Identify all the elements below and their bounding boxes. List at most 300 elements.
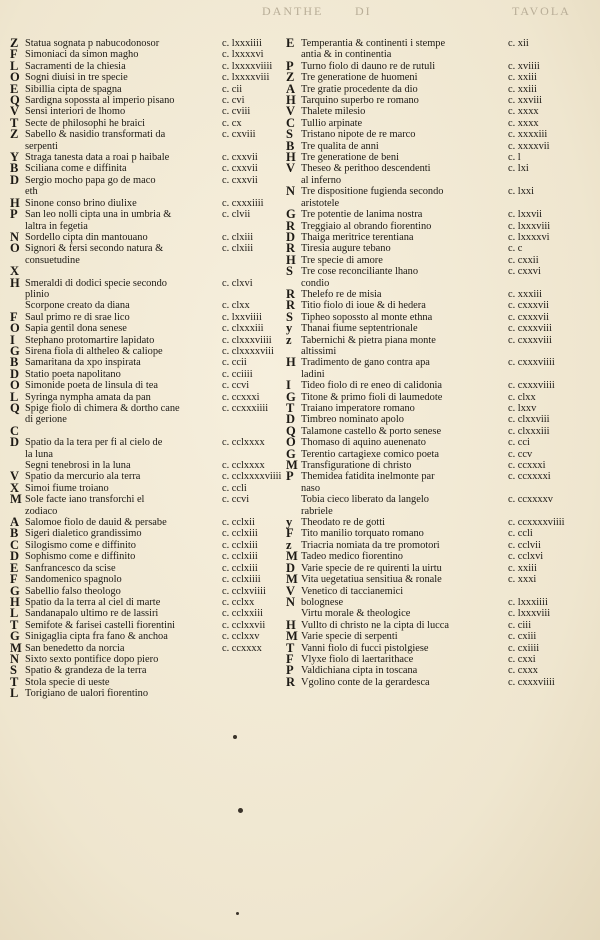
entry-title: Samaritana da xpo inspirata (25, 357, 141, 369)
entry-title: Theseo & perithoo descendenti al inferno (301, 163, 431, 186)
signature-letter: D (10, 549, 20, 564)
folio-reference: c. cci (508, 437, 530, 449)
index-entry (286, 266, 586, 289)
signature-letter: D (286, 229, 296, 244)
index-entry (10, 651, 288, 666)
signature-letter: H (286, 252, 296, 267)
signature-letter: y (286, 321, 293, 336)
entry-title: Tradimento de gano contra apa ladini (301, 357, 430, 380)
folio-reference: c. clxxxxviii (222, 345, 274, 357)
folio-reference: c. lxxvii (508, 209, 543, 221)
signature-letter: E (10, 560, 19, 575)
entry-title: Titio fiolo di ioue & di hedera (301, 300, 426, 312)
entry-title: Tiresia augure tebano (301, 243, 391, 255)
entry-title: Tideo fiolo di re eneo di calidonia (301, 380, 443, 392)
index-entry (10, 332, 288, 347)
signature-letter: z (286, 537, 292, 552)
signature-letter: O (286, 435, 296, 450)
signature-letter: D (10, 366, 20, 381)
index-column-left (10, 38, 288, 700)
index-entry (286, 403, 586, 414)
folio-reference: c. clxvi (222, 277, 253, 289)
signature-letter: T (10, 115, 19, 130)
folio-reference: c. ccli (222, 482, 247, 494)
folio-reference: c. lxxi (508, 186, 534, 198)
folio-reference: c. cclxiii (222, 539, 258, 551)
index-entry (286, 414, 586, 425)
folio-reference: c. lxxv (508, 403, 537, 414)
entry-title: Sordello cipta din mantouano (25, 231, 148, 243)
folio-reference: c. cxxxviii (508, 334, 552, 346)
entry-title: Sinone conso brino diulixe (25, 197, 137, 209)
entry-title: Treggiaio al obrando fiorentino (301, 220, 432, 232)
index-entry (10, 81, 288, 96)
index-entry (286, 209, 586, 220)
index-entry (10, 617, 288, 632)
entry-title: Sibillia cipta de spagna (25, 83, 122, 95)
entry-title: Thalete milesio (301, 106, 366, 118)
index-entry (286, 218, 586, 233)
folio-reference: c. cclxviiii (222, 585, 266, 597)
signature-letter: G (10, 629, 20, 644)
folio-reference: c. ccxxxxv (508, 494, 554, 506)
signature-letter: H (10, 195, 20, 210)
signature-letter: G (10, 583, 20, 598)
index-entry (286, 537, 586, 552)
signature-letter: M (10, 640, 22, 655)
folio-reference: c. xxxx (508, 106, 539, 118)
entry-title: Statua sognata p nabucodonosor (25, 38, 160, 49)
folio-reference: c. clxxviii (508, 414, 550, 426)
index-entry (10, 72, 288, 83)
index-entry (10, 343, 288, 358)
folio-reference: c. lxxxviii (508, 608, 551, 620)
signature-letter: C (286, 115, 296, 130)
signature-letter: N (286, 594, 296, 609)
folio-reference: c. cclxiii (222, 551, 258, 563)
signature-letter: H (286, 617, 296, 632)
signature-letter: Q (286, 423, 296, 438)
signature-letter: T (286, 401, 295, 415)
folio-reference: c. cxviii (222, 129, 256, 141)
entry-title: Sabello & nasidio transformati da serpenti (25, 129, 166, 152)
signature-letter: O (10, 378, 20, 393)
entry-title: Tre gratie procedente da dio (301, 83, 418, 95)
entry-title: Sirena fiola di altheleo & caliope (25, 345, 163, 357)
folio-reference: c. ccvi (222, 494, 250, 506)
signature-letter: H (10, 275, 20, 290)
signature-letter: I (10, 332, 15, 347)
running-head-left: DANTHE (262, 4, 324, 18)
index-entry (10, 403, 288, 426)
signature-letter: V (286, 104, 296, 119)
running-head-right: TAVOLA (512, 4, 571, 18)
entry-title: Sandomenico spagnolo (25, 574, 122, 586)
index-entry (286, 323, 586, 334)
folio-reference: c. ccii (222, 357, 247, 369)
index-entry (10, 129, 288, 152)
index-entry (286, 186, 586, 209)
folio-reference: c. ccv (508, 448, 533, 460)
signature-letter: P (286, 58, 294, 73)
entry-title: Temperantia & continenti i stempe antia & in continentia (301, 38, 446, 61)
index-entry (286, 243, 586, 254)
entry-title: Torigiano de ualori fiorentino (25, 688, 149, 700)
entry-title: bolognese (301, 596, 344, 608)
running-head-middle: DI (355, 4, 372, 18)
index-entry (10, 58, 288, 73)
index-entry (10, 380, 288, 391)
entry-title: Virtu morale & theologice (301, 608, 411, 620)
index-entry (286, 528, 586, 539)
signature-letter: H (286, 150, 296, 165)
folio-reference: c. xxxx (508, 117, 539, 129)
folio-reference: c. cxxxviiii (508, 380, 555, 392)
folio-reference: c. ccxxxx (222, 642, 262, 654)
signature-letter: D (286, 412, 296, 427)
index-entry (286, 651, 586, 666)
index-entry (286, 286, 586, 301)
entry-title: Sensi interiori de lhomo (25, 106, 126, 118)
folio-reference: c. cciiii (222, 368, 253, 380)
entry-title: Syringa nympha amata da pan (25, 391, 151, 403)
entry-title: Traiano imperatore romano (301, 403, 415, 414)
entry-title: Vgolino conte de la gerardesca (301, 676, 430, 688)
index-entry (10, 366, 288, 381)
signature-letter: L (10, 686, 19, 701)
folio-reference: c. cxxxiiii (222, 197, 264, 209)
index-entry (286, 594, 586, 609)
index-entry (286, 380, 586, 391)
signature-letter: P (286, 663, 294, 678)
entry-title: Tadeo medico fiorentino (301, 551, 403, 563)
folio-reference: c. cclxiiii (222, 574, 261, 586)
index-entry (286, 665, 586, 676)
signature-letter: y (286, 515, 293, 530)
entry-title: Tre qualita de anni (301, 140, 379, 152)
entry-title: San benedetto da norcia (25, 642, 125, 654)
entry-title: Segni tenebrosi in la luna (25, 460, 131, 472)
folio-reference: c. clvii (222, 209, 251, 221)
signature-letter: S (286, 264, 293, 279)
signature-letter: L (10, 58, 19, 73)
index-entry (10, 115, 288, 130)
entry-title: Sardigna sopossta al imperio pisano (25, 95, 175, 107)
entry-title: Sergio mocho papa go de maco eth (25, 174, 156, 198)
index-entry (10, 528, 288, 539)
entry-title: San leo nolli cipta una in umbria & laltra in fegetia (25, 209, 172, 232)
entry-title: Spige fiolo di chimera & dortho cane di gerione (25, 403, 180, 426)
entry-title: Spatio da mercurio ala terra (25, 471, 141, 483)
folio-reference: c. lxxxiiii (222, 38, 262, 49)
index-entry (286, 72, 586, 83)
signature-letter: L (10, 606, 19, 621)
signature-letter: G (286, 446, 296, 461)
folio-reference: c. l (508, 152, 521, 164)
entry-title: Tre generatione de huomeni (301, 72, 418, 84)
folio-reference: c. cxiiii (508, 642, 540, 654)
folio-reference: c. cxxvi (508, 266, 541, 278)
index-entry (286, 460, 586, 471)
entry-title: Sinigaglia cipta fra fano & anchoa (25, 631, 168, 643)
folio-reference: c. xxviii (508, 95, 543, 107)
signature-letter: Z (286, 70, 295, 85)
folio-reference: c. ccxxxxviiii (508, 517, 565, 529)
signature-letter: H (10, 594, 20, 609)
entry-title: Titone & primo fioli di laumedote (301, 391, 443, 403)
entry-title: Stola specie di ueste (25, 676, 110, 688)
folio-reference: c. cxxxvii (508, 311, 549, 323)
ink-dot (233, 735, 237, 739)
entry-title: Sogni diuisi in tre specie (25, 72, 128, 84)
folio-reference: c. lxxxxviiii (222, 60, 273, 72)
folio-reference: c. cclxxxxviiii (222, 471, 282, 483)
index-entry (286, 574, 586, 585)
entry-title: Sapia gentil dona senese (25, 323, 127, 335)
folio-reference: c. cxxvii (222, 163, 258, 175)
index-entry (286, 560, 586, 575)
index-entry (286, 300, 586, 311)
folio-reference: c. cclxxiii (222, 608, 263, 620)
index-entry (10, 665, 288, 676)
signature-letter: R (286, 674, 296, 689)
signature-letter: B (10, 161, 19, 176)
folio-reference: c. lxi (508, 163, 529, 175)
folio-reference: c. xxiii (508, 72, 537, 84)
index-entry (10, 163, 288, 174)
index-entry (10, 152, 288, 163)
entry-title: Secte de philosophi he braici (25, 117, 146, 129)
folio-reference: c. xii (508, 38, 529, 49)
signature-letter: S (286, 309, 293, 324)
entry-title: Simonide poeta de linsula di tea (25, 380, 159, 392)
entry-title: Tobia cieco liberato da langelo rabriele (301, 494, 429, 517)
entry-title: Signori & fersi secondo natura & consuetudine (25, 243, 164, 266)
entry-title: Thaiga meritrice terentiana (301, 231, 414, 243)
index-entry (10, 594, 288, 609)
index-entry (286, 631, 586, 642)
folio-reference: c. ciii (508, 619, 532, 631)
entry-title: Varie specie de re quirenti la uirtu (301, 562, 442, 574)
entry-title: Venetico di taccianemici (301, 585, 404, 597)
folio-reference: c. cxiii (508, 631, 537, 643)
signature-letter: P (10, 207, 18, 222)
entry-title: Salomoe fiolo de dauid & persabe (25, 517, 167, 529)
index-entry (10, 437, 288, 460)
signature-letter: B (10, 526, 19, 541)
index-entry (10, 389, 288, 404)
signature-letter: F (10, 47, 18, 62)
folio-reference: c. cclxvi (508, 551, 544, 563)
index-entry (286, 471, 586, 494)
signature-letter: H (286, 93, 296, 108)
folio-reference: c. ccxxxiiii (222, 403, 269, 414)
index-entry (10, 309, 288, 324)
folio-reference: c. cclxxxx (222, 460, 265, 472)
signature-letter: D (286, 560, 296, 575)
index-entry (286, 309, 586, 324)
index-entry (10, 517, 288, 528)
signature-letter: A (10, 515, 20, 530)
signature-letter: M (10, 492, 22, 507)
folio-reference: c. lxxviiii (222, 311, 262, 323)
index-entry (10, 275, 288, 301)
index-entry (10, 323, 288, 334)
index-entry (286, 81, 586, 96)
signature-letter: C (10, 537, 20, 552)
entry-title: Theodato re de gotti (301, 517, 385, 529)
signature-letter: X (10, 264, 20, 279)
entry-title: Thanai fiume septentrionale (301, 323, 418, 335)
index-entry (10, 608, 288, 619)
folio-reference: c. cxxii (508, 254, 539, 266)
entry-title: Sophismo come e diffinito (25, 551, 136, 563)
entry-title: Vlyxe fiolo di laertarithace (301, 653, 414, 665)
entry-title: Sciliana come e diffinita (25, 163, 127, 175)
folio-reference: c. lxxxxvi (508, 231, 550, 243)
folio-reference: c. cii (222, 83, 243, 95)
entry-title: Semifote & farisei castelli fiorentini (25, 619, 176, 631)
entry-title: Triacria nomiata da tre promotori (301, 539, 440, 551)
folio-reference: c. clxx (508, 391, 536, 403)
signature-letter: O (10, 321, 20, 336)
entry-title: Sabellio falso theologo (25, 585, 121, 597)
entry-title: Sigeri dialetico grandissimo (25, 528, 142, 540)
folio-reference: c. cclxii (222, 517, 255, 529)
index-entry (10, 266, 288, 277)
index-entry (286, 38, 586, 61)
entry-title: Tristano nipote de re marco (301, 129, 416, 141)
entry-title: Sacramenti de la chiesia (25, 60, 126, 72)
folio-reference: c. cclvii (508, 539, 541, 551)
entry-title: Smeraldi di dodici specie secondo plinio (25, 277, 167, 300)
index-entry (10, 574, 288, 585)
index-entry (10, 229, 288, 244)
index-entry (286, 517, 586, 528)
entry-title: Sanfrancesco da scise (25, 562, 116, 574)
index-entry (286, 389, 586, 404)
entry-title: Valdichiana cipta in toscana (301, 665, 418, 677)
signature-letter: F (10, 309, 18, 324)
entry-title: Vullto di christo ne la cipta di lucca (301, 619, 449, 631)
entry-title: Tullio arpinate (301, 117, 363, 129)
entry-title: Saul primo re di srae lico (25, 311, 130, 323)
entry-title: Tre potentie de lanima nostra (301, 209, 423, 221)
folio-reference: c. xviiii (508, 60, 540, 72)
folio-reference: c. cxxxvii (508, 300, 549, 312)
index-entry (10, 38, 288, 49)
entry-title: Terentio cartagiexe comico poeta (301, 448, 440, 460)
entry-title: Statio poeta napolitano (25, 368, 121, 380)
entry-title: Tito manilio torquato romano (301, 528, 424, 540)
entry-title: Silogismo come e diffinito (25, 539, 136, 551)
entry-title: Vita uegetatiua sensitiua & ronale (301, 574, 442, 586)
entry-title: Turno fiolo di dauno re de rutuli (301, 60, 436, 72)
signature-letter: M (286, 572, 298, 587)
entry-title: Tarquino superbo re romano (301, 95, 419, 107)
entry-title: Spatio & grandeza de la terra (25, 665, 147, 677)
running-header (0, 2, 600, 22)
folio-reference: c. cclxiii (222, 562, 258, 574)
index-entry (10, 480, 288, 495)
index-entry (286, 423, 586, 438)
folio-reference: c. ccxxxxi (508, 471, 551, 483)
entry-title: Thomaso di aquino auenenato (301, 437, 426, 449)
folio-reference: c. xxxiii (508, 288, 543, 300)
index-entry (10, 674, 288, 689)
entry-title: Vanni fiolo di fucci pistolgiese (301, 642, 429, 654)
entry-title: Scorpone creato da diana (25, 300, 130, 312)
index-entry (286, 551, 586, 562)
entry-title: Varie specie di serpenti (301, 631, 398, 643)
signature-letter: G (10, 343, 20, 358)
entry-title: Tre cose reconciliante lhano condio (301, 266, 419, 289)
folio-reference: c. xxxxiii (508, 129, 548, 141)
index-entry (10, 106, 288, 117)
index-entry (286, 332, 586, 358)
entry-title: Straga tanesta data a roai p haibale (25, 152, 170, 164)
signature-letter: Z (10, 127, 19, 142)
entry-title: Timbreo nominato apolo (301, 414, 404, 426)
folio-reference: c. ccvi (222, 380, 250, 392)
index-entry (10, 560, 288, 575)
folio-reference: c. cclxxvii (222, 619, 266, 631)
index-entry (10, 688, 288, 699)
index-entry (286, 58, 586, 73)
signature-letter: S (286, 127, 293, 142)
folio-reference: c. cxxvii (222, 152, 258, 164)
index-entry (286, 608, 586, 619)
folio-reference: c. cxxvii (222, 174, 258, 186)
signature-letter: D (10, 172, 20, 187)
folio-reference: c. cclxxv (222, 631, 260, 643)
index-entry (10, 195, 288, 210)
folio-reference: c. cx (222, 117, 242, 129)
signature-letter: V (10, 469, 20, 484)
signature-letter: Q (10, 401, 20, 415)
entry-title: Themidea fatidita inelmonte par naso (301, 471, 435, 494)
folio-reference: c. lxxxviii (508, 220, 551, 232)
folio-reference: c. cclxxxx (222, 437, 265, 449)
index-entry (10, 551, 288, 562)
signature-letter: Z (10, 36, 19, 50)
index-entry (286, 583, 586, 598)
folio-reference: c. ccxxxi (508, 460, 546, 472)
index-entry (10, 631, 288, 642)
index-entry (286, 437, 586, 448)
folio-reference: c. ccxxxi (222, 391, 260, 403)
entry-title: Transfiguratione di christo (301, 460, 412, 472)
folio-reference: c. cxxi (508, 653, 536, 665)
signature-letter: z (286, 332, 292, 347)
index-entry (10, 49, 288, 60)
entry-title: Simoi fiume troiano (25, 482, 109, 494)
index-entry (10, 300, 288, 311)
index-entry (10, 640, 288, 655)
folio-reference: c. clxxxiii (222, 323, 264, 335)
entry-title: Sole facte iano transforchi el zodiaco (25, 494, 145, 517)
index-entry (286, 95, 586, 106)
folio-reference: c. xxxi (508, 574, 537, 586)
entry-title: Tre specie di amore (301, 254, 383, 266)
folio-reference: c. clxiii (222, 231, 254, 243)
folio-reference: c. cxxxviiii (508, 676, 555, 688)
index-entry (286, 129, 586, 140)
folio-reference: c. xxiii (508, 562, 537, 574)
folio-reference: c. cxxx (508, 665, 539, 677)
folio-reference: c. xxiii (508, 83, 537, 95)
index-entry (10, 209, 288, 232)
